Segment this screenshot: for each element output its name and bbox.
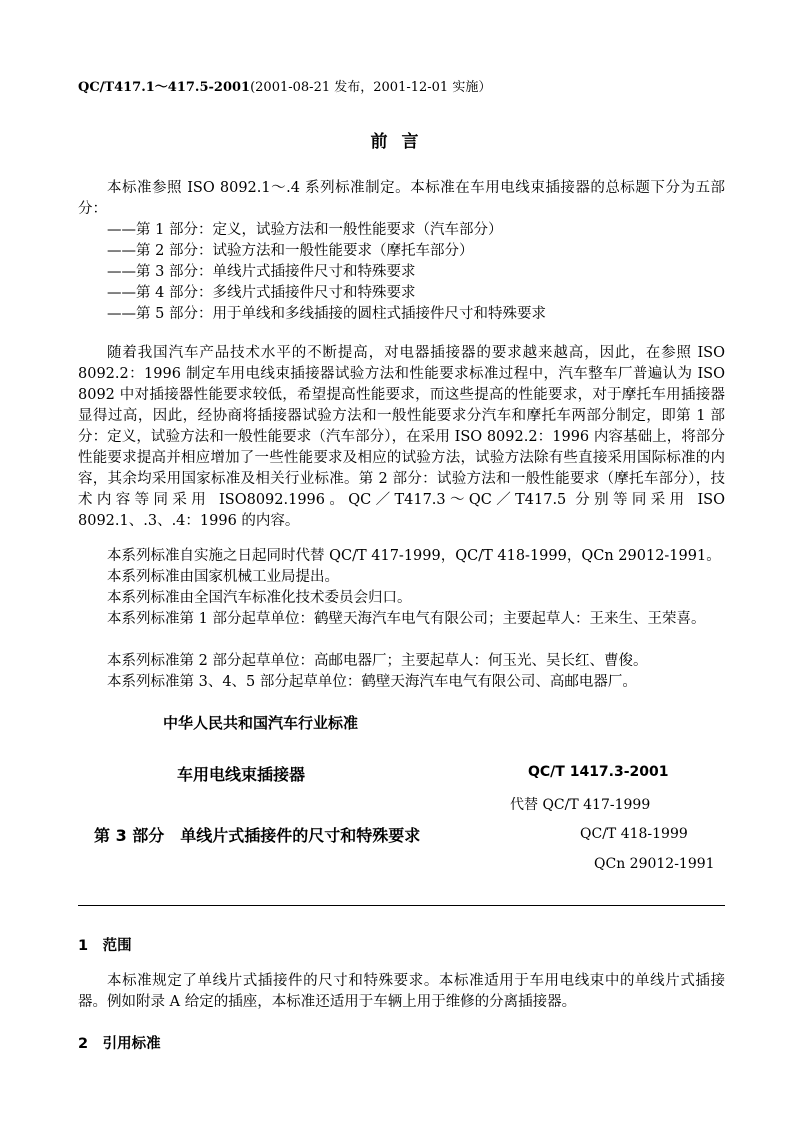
document-header xyxy=(78,76,491,95)
replaces-label: 代替 QC/T 417-1999 xyxy=(510,797,651,813)
intro-paragraph: 本标准参照 ISO 8092.1～.4 系列标准制定。本标准在车用电线束插接器的总标题下分为五部分： xyxy=(78,180,725,217)
note-proposer: 本系列标准由国家机械工业局提出。 xyxy=(107,569,339,585)
note-drafter-part1: 本系列标准第 1 部分起草单位：鹤壁天海汽车电气有限公司；主要起草人：王来生、王荣喜。 xyxy=(107,611,706,627)
part-list-item: ——第 5 部分：用于单线和多线插接的圆柱式插接件尺寸和特殊要求 xyxy=(107,306,546,322)
note-replaces: 本系列标准自实施之日起同时代替 QC/T 417-1999，QC/T 418-1999，QCn 29012-1991。 xyxy=(107,548,721,564)
page-title: 前 言 xyxy=(370,132,423,152)
replaces-item: QCn 29012-1991 xyxy=(594,856,715,872)
note-committee: 本系列标准由全国汽车标准化技术委员会归口。 xyxy=(107,590,412,606)
part-list-item: ——第 4 部分：多线片式插接件尺寸和特殊要求 xyxy=(107,285,416,301)
part-list-item: ——第 2 部分：试验方法和一般性能要求（摩托车部分） xyxy=(107,243,474,259)
scope-paragraph: 本标准规定了单线片式插接件的尺寸和特殊要求。本标准适用于车用电线束中的单线片式插接器。例如附录 A 给定的插座，本标准还适用于车辆上用于维修的分离插接器。 xyxy=(78,973,725,1010)
part-list-item: ——第 1 部分：定义，试验方法和一般性能要求（汽车部分） xyxy=(107,222,503,238)
standard-number: QC/T 1417.3-2001 xyxy=(528,764,669,780)
part-list-item: ——第 3 部分：单线片式插接件尺寸和特殊要求 xyxy=(107,264,416,280)
note-drafter-part2: 本系列标准第 2 部分起草单位：高邮电器厂；主要起草人：何玉光、吴长红、曹俊。 xyxy=(107,653,648,669)
note-drafter-part345: 本系列标准第 3、4、5 部分起草单位：鹤壁天海汽车电气有限公司、高邮电器厂。 xyxy=(107,674,637,690)
replaces-item: QC/T 418-1999 xyxy=(580,826,688,842)
standard-name: 车用电线束插接器 xyxy=(177,765,306,784)
part-title: 第 3 部分 单线片式插接件的尺寸和特殊要求 xyxy=(94,826,421,845)
section-divider xyxy=(78,905,725,906)
standard-code: QC/T417.1～417.5-2001 xyxy=(78,80,251,95)
section-heading-references: 2 引用标准 xyxy=(78,1036,161,1052)
section-heading-scope: 1 范围 xyxy=(78,938,132,954)
background-paragraph: 随着我国汽车产品技术水平的不断提高，对电器插接器的要求越来越高，因此，在参照 ISO 8092.2：1996 制定车用电线束插接器试验方法和性能要求标准过程中，汽车整车厂普遍认为 ISO 8092 中对插接器性能要求较低，希望提高性能要求，而这些提高的性能要求，对于摩托车用插接器显得过高，因此，经协商将插接器试验方法和一般性能要求分汽车和摩托车两部分制定，即第 1 部分：定义，试验方法和一般性能要求（汽车部分），在采用 ISO 8092.2：1996 内容基础上，将部分性能要求提高并相应增加了一些性能要求及相应的试验方法，试验方法除有些直接采用国际标准的内容，其余均采用国家标准及相关行业标准。第 2 部分：试验方法和一般性能要求（摩托车部分），技术内容等同采用 ISO8092.1996。QC／T417.3～QC／T417.5 分别等同采用 ISO 8092.1、.3、.4：1996 的内容。 xyxy=(78,345,725,529)
standard-organization: 中华人民共和国汽车行业标准 xyxy=(163,714,359,732)
publication-dates: (2001-08-21 发布，2001-12-01 实施） xyxy=(250,80,492,95)
